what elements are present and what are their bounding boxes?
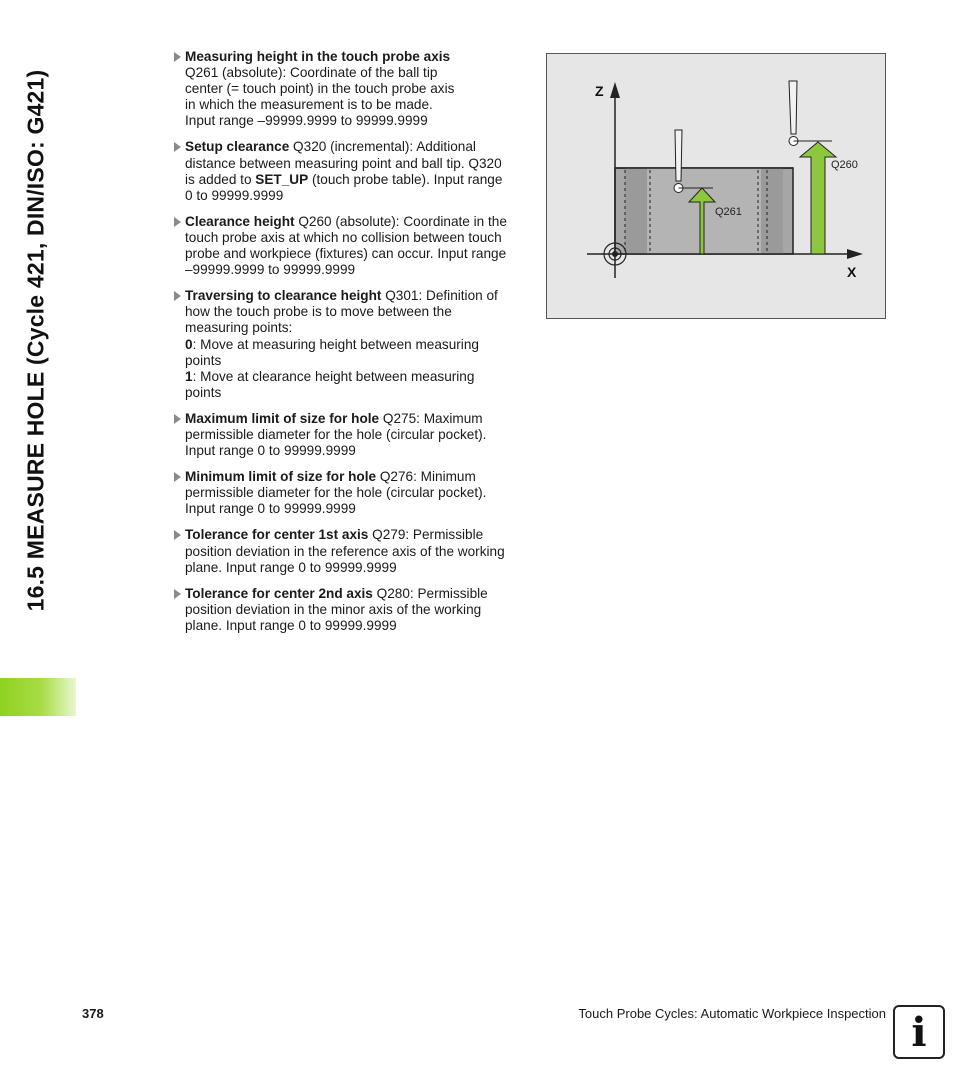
param-label: Tolerance for center 2nd axis (185, 585, 373, 601)
param-desc-line: Q276: Minimum (376, 469, 476, 485)
param-desc-line: position deviation in the minor axis of the working (185, 601, 482, 617)
param-max-limit (172, 411, 528, 459)
param-desc-line: Q275: Maximum (379, 410, 483, 426)
parameter-list (172, 49, 528, 644)
x-axis-arrowhead-icon (847, 249, 863, 259)
page-number: 378 (82, 1006, 104, 1021)
param-min-limit (172, 469, 528, 517)
param-label: Traversing to clearance height (185, 288, 382, 304)
bullet-arrow-icon (174, 589, 181, 599)
param-desc-line: plane. Input range 0 to 99999.9999 (185, 617, 397, 633)
param-desc-line: distance between measuring point and ball tip. Q320 (185, 155, 502, 171)
info-icon-glyph: i (911, 1008, 927, 1056)
param-label: Setup clearance (185, 139, 290, 155)
param-desc-line: Q279: Permissible (368, 527, 484, 543)
chapter-tab (0, 678, 76, 716)
param-desc-line: Input range 0 to 99999.9999 (185, 501, 356, 517)
param-desc-line: 0 to 99999.9999 (185, 187, 284, 203)
param-desc-line: Input range 0 to 99999.9999 (185, 443, 356, 459)
z-axis-label: Z (595, 83, 604, 99)
param-tolerance-2nd-axis (172, 586, 528, 634)
param-desc-line: –99999.9999 to 99999.9999 (185, 262, 356, 278)
param-desc-line: Q261 (absolute): Coordinate of the ball tip (185, 65, 438, 81)
param-label: Tolerance for center 1st axis (185, 527, 369, 543)
probe-diagram-svg (547, 54, 885, 318)
param-label: Measuring height in the touch probe axis (185, 49, 451, 64)
param-desc-line: points (185, 384, 222, 400)
param-desc-line: in which the measurement is to be made. (185, 97, 433, 113)
param-label: Clearance height (185, 213, 295, 229)
probe-stylus-2 (789, 81, 797, 134)
bullet-arrow-icon (174, 142, 181, 152)
param-desc-line: plane. Input range 0 to 99999.9999 (185, 559, 397, 575)
q261-label: Q261 (715, 206, 742, 218)
param-desc-line: Q260 (absolute): Coordinate in the (294, 213, 507, 229)
param-desc-line: measuring points: (185, 320, 293, 336)
param-desc-line: permissible diameter for the hole (circular pocket). (185, 426, 487, 442)
probe-diagram (546, 53, 886, 319)
z-axis-arrowhead-icon (610, 82, 620, 98)
param-traversing (172, 288, 528, 401)
option-value: 1 (185, 368, 193, 384)
param-desc-line: center (= touch point) in the touch probe axis (185, 81, 455, 97)
option-value: 0 (185, 336, 193, 352)
q260-label: Q260 (831, 159, 858, 171)
x-axis-label: X (847, 264, 857, 280)
param-desc-line: Q320 (incremental): Additional (289, 139, 476, 155)
param-desc-line: : Move at clearance height between measuring (192, 368, 475, 384)
param-label: Minimum limit of size for hole (185, 469, 377, 485)
param-desc-line: Q280: Permissible (372, 585, 488, 601)
hole-wall-left (625, 168, 647, 254)
param-desc-line: is added to (185, 171, 256, 187)
chapter-title: Touch Probe Cycles: Automatic Workpiece Inspection (578, 1006, 886, 1021)
param-setup-clearance (172, 139, 528, 203)
param-measuring-height (172, 49, 528, 129)
param-desc-line: Q301: Definition of (381, 288, 498, 304)
param-tolerance-1st-axis (172, 527, 528, 575)
bullet-arrow-icon (174, 291, 181, 301)
probe-stylus-1 (675, 130, 682, 181)
param-desc-line: points (185, 352, 222, 368)
hole-wall-right (761, 168, 783, 254)
bullet-arrow-icon (174, 414, 181, 424)
bullet-arrow-icon (174, 530, 181, 540)
param-desc-line: touch probe axis at which no collision between touch (185, 229, 502, 245)
info-icon (893, 1005, 945, 1059)
bullet-arrow-icon (174, 217, 181, 227)
param-desc-line: how the touch probe is to move between the (185, 304, 452, 320)
bullet-arrow-icon (174, 472, 181, 482)
section-title (12, 0, 60, 680)
param-keyword: SET_UP (255, 171, 309, 187)
param-clearance-height (172, 214, 528, 278)
param-desc-line: probe and workpiece (fixtures) can occur. Input range (185, 246, 507, 262)
param-desc-line: position deviation in the reference axis of the working (185, 543, 505, 559)
bullet-arrow-icon (174, 52, 181, 62)
param-desc-line: permissible diameter for the hole (circular pocket). (185, 485, 487, 501)
param-desc-line: : Move at measuring height between measuring (192, 336, 479, 352)
section-title-text: 16.5 MEASURE HOLE (Cycle 421, DIN/ISO: G421) (22, 69, 49, 611)
param-desc-line: (touch probe table). Input range (308, 171, 503, 187)
param-label: Maximum limit of size for hole (185, 410, 380, 426)
param-desc-line: Input range –99999.9999 to 99999.9999 (185, 113, 428, 129)
